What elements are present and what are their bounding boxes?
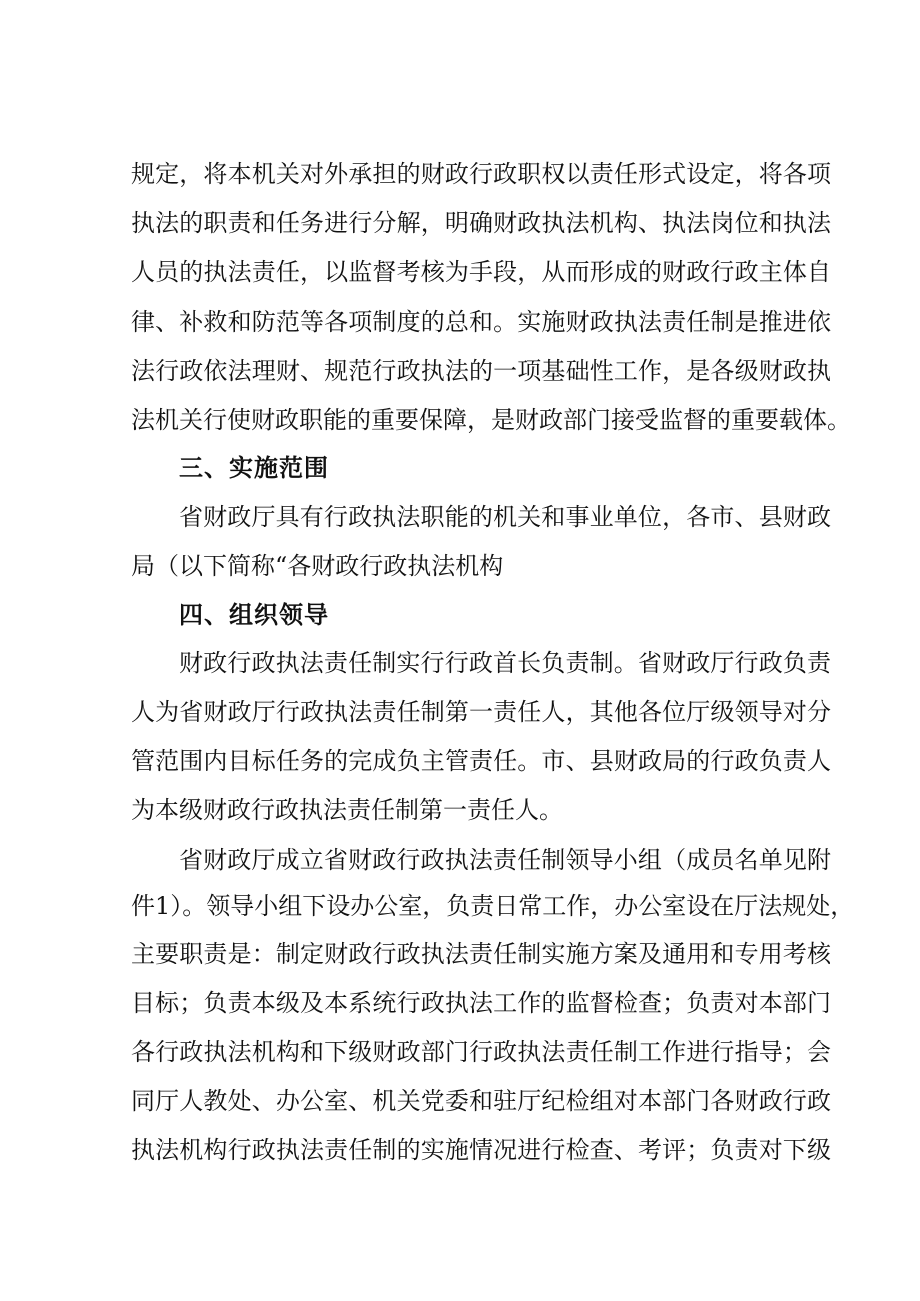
paragraph-4-line-2: 件1）。领导小组下设办公室，负责日常工作，办公室设在厅法规处，: [131, 892, 855, 920]
paragraph-3-line-1: 财政行政执法责任制实行行政首长负责制。省财政厅行政负责: [179, 649, 831, 677]
section-heading-scope: 三、实施范围: [179, 454, 329, 482]
paragraph-1-line-2: 执法的职责和任务进行分解，明确财政执法机构、执法岗位和执法: [131, 209, 831, 237]
paragraph-4-line-5: 各行政执法机构和下级财政部门行政执法责任制工作进行指导；会: [131, 1038, 831, 1066]
paragraph-2-line-2: 局（以下简称“各财政行政执法机构: [131, 552, 504, 580]
paragraph-3-line-3: 管范围内目标任务的完成负主管责任。市、县财政局的行政负责人: [131, 747, 831, 775]
paragraph-1-line-3: 人员的执法责任，以监督考核为手段，从而形成的财政行政主体自: [131, 258, 831, 286]
paragraph-1-line-4: 律、补救和防范等各项制度的总和。实施财政执法责任制是推进依: [131, 308, 831, 336]
paragraph-4-line-1: 省财政厅成立省财政行政执法责任制领导小组（成员名单见附: [179, 846, 831, 874]
paragraph-3-line-4: 为本级财政行政执法责任制第一责任人。: [131, 796, 563, 824]
paragraph-4-line-3: 主要职责是：制定财政行政执法责任制实施方案及通用和专用考核: [131, 940, 831, 968]
paragraph-4-line-6: 同厅人教处、办公室、机关党委和驻厅纪检组对本部门各财政行政: [131, 1087, 831, 1115]
paragraph-3-line-2: 人为省财政厅行政执法责任制第一责任人，其他各位厅级领导对分: [131, 698, 831, 726]
paragraph-1-line-5: 法行政依法理财、规范行政执法的一项基础性工作，是各级财政执: [131, 357, 831, 385]
section-heading-organization: 四、组织领导: [179, 601, 329, 629]
paragraph-1-line-6: 法机关行使财政职能的重要保障，是财政部门接受监督的重要载体。: [131, 406, 851, 434]
paragraph-2-line-1: 省财政厅具有行政执法职能的机关和事业单位，各市、县财政: [179, 503, 831, 531]
paragraph-1-line-1: 规定，将本机关对外承担的财政行政职权以责任形式设定，将各项: [131, 160, 831, 188]
paragraph-4-line-4: 目标；负责本级及本系统行政执法工作的监督检查；负责对本部门: [131, 989, 831, 1017]
paragraph-4-line-7: 执法机构行政执法责任制的实施情况进行检查、考评；负责对下级: [131, 1136, 831, 1164]
